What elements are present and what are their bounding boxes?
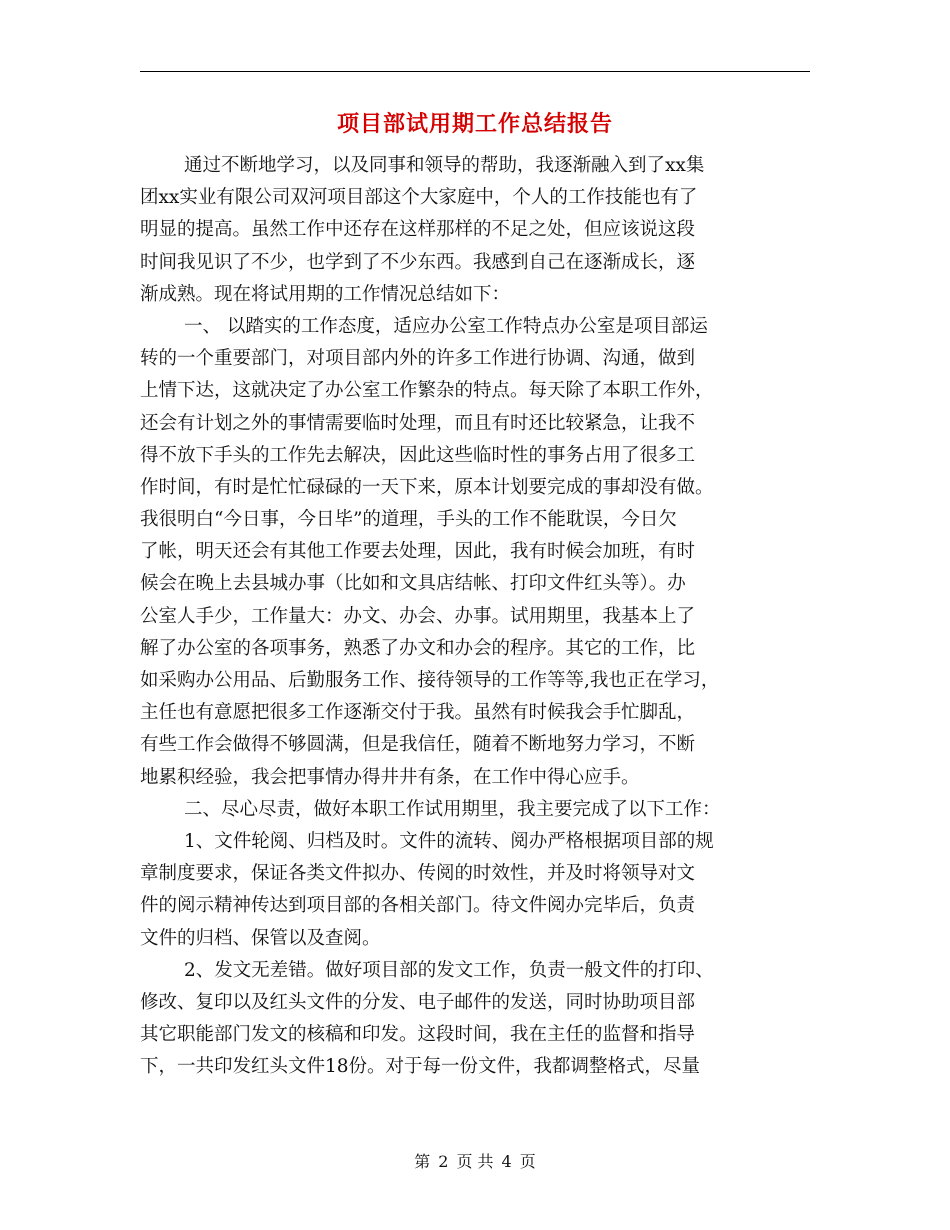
body-line: 转的一个重要部门，对项目部内外的许多工作进行协调、沟通，做到 [140,348,696,370]
footer-page-number: 2 [438,1152,449,1171]
body-line: 解了办公室的各项事务，熟悉了办文和办会的程序。其它的工作，比 [140,637,696,659]
body-line: 还会有计划之外的事情需要临时处理，而且有时还比较紧急，让我不 [140,412,696,434]
body-line: 公室人手少，工作量大：办文、办会、办事。试用期里，我基本上了 [140,605,696,627]
body-line: 其它职能部门发文的核稿和印发。这段时间，我在主任的监督和指导 [140,1024,696,1046]
body-line: 如采购办公用品、后勤服务工作、接待领导的工作等等,我也正在学习， [140,670,720,691]
body-line: 明显的提高。虽然工作中还存在这样那样的不足之处，但应该说这段 [140,219,696,241]
page-footer [0,1150,950,1174]
body-line: 团xx实业有限公司双河项目部这个大家庭中，个人的工作技能也有了 [140,187,698,209]
body-line: 文件的归档、保管以及查阅。 [140,927,381,949]
body-line: 二、尽心尽责，做好本职工作试用期里，我主要完成了以下工作： [184,798,721,820]
body-line: 下，一共印发红头文件18份。对于每一份文件，我都调整格式，尽量 [140,1056,701,1078]
body-line: 通过不断地学习，以及同事和领导的帮助，我逐渐融入到了xx集 [184,155,705,176]
body-line: 件的阅示精神传达到项目部的各相关部门。待文件阅办完毕后，负责 [140,895,696,917]
footer-suffix: 页 [519,1152,536,1171]
body-line: 一、 以踏实的工作态度，适应办公室工作特点办公室是项目部运 [184,315,708,337]
footer-middle: 页 共 [456,1152,494,1171]
document-body [140,150,812,1083]
document-title: 项目部试用期工作总结报告 [336,112,613,137]
body-line: 得不放下手头的工作先去解决，因此这些临时性的事务占用了很多工 [140,444,696,466]
body-line: 渐成熟。现在将试用期的工作情况总结如下： [140,283,511,305]
footer-prefix: 第 [414,1152,431,1171]
body-line: 1、文件轮阅、归档及时。文件的流转、阅办严格根据项目部的规 [184,830,714,852]
body-line: 我很明白“今日事，今日毕”的道理，手头的工作不能耽误，今日欠 [140,509,677,531]
body-line: 主任也有意愿把很多工作逐渐交付于我。虽然有时候我会手忙脚乱， [140,702,696,724]
header-rule [140,71,810,72]
body-line: 有些工作会做得不够圆满，但是我信任，随着不断地努力学习，不断 [140,734,696,756]
body-line: 作时间，有时是忙忙碌碌的一天下来，原本计划要完成的事却没有做。 [140,476,714,498]
body-line: 章制度要求，保证各类文件拟办、传阅的时效性，并及时将领导对文 [140,863,696,885]
body-line: 2、发文无差错。做好项目部的发文工作，负责一般文件的打印、 [184,959,714,981]
body-line: 上情下达，这就决定了办公室工作繁杂的特点。每天除了本职工作外， [140,380,714,402]
body-line: 了帐，明天还会有其他工作要去处理，因此，我有时候会加班，有时 [140,541,696,563]
footer-total-pages: 4 [501,1152,512,1171]
body-line: 候会在晚上去县城办事（比如和文具店结帐、打印文件红头等）。办 [140,573,686,595]
body-line: 地累积经验，我会把事情办得井井有条，在工作中得心应手。 [140,766,640,788]
body-line: 修改、复印以及红头文件的分发、电子邮件的发送，同时协助项目部 [140,991,696,1013]
body-line: 时间我见识了不少，也学到了不少东西。我感到自己在逐渐成长，逐 [140,251,696,273]
